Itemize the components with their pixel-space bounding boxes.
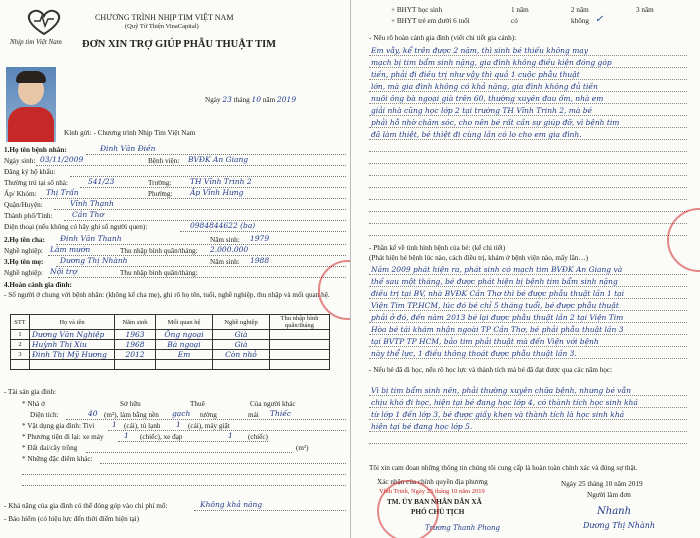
appliance-label: * Vật dụng gia đình: Tivi [22, 422, 95, 430]
medical-line: thế sau một tháng, bé được phát hiện bị bệnh tim bẩm sinh nặng [371, 277, 618, 286]
washer-label: (cái), máy giặt [188, 422, 230, 430]
bike-label: (chiếc), xe đạp [140, 433, 183, 441]
achievement-line: chịu khó đi học, hiện tại bé đang học lớp 4, có thành tích học sinh khá [371, 398, 638, 407]
row-relation: Bà ngoại [156, 340, 213, 350]
father-name: Đinh Văn Thanh [60, 234, 122, 243]
ward-label: Phường: [148, 190, 173, 198]
reason-line: đã làm thiệt, bé thiệt đi cùng lần có lo cho em gia đình. [371, 130, 582, 139]
household-label: - Số người ở chung với bệnh nhân: (không kể cha mẹ), ghi rõ họ tên, tuổi, nghề nghiệp, thu nhập và mối quan hệ. [4, 291, 330, 299]
mother-job: Nội trợ [50, 267, 77, 276]
bhyt-student-label: + BHYT học sinh [391, 6, 443, 14]
father-income-label: Thu nhập bình quân/tháng: [120, 247, 198, 255]
date-prefix: Ngày [205, 96, 221, 104]
medical-line: Hòa bé tái khám nhận ngoài TP Cần Thơ, bé phải phẫu thuật lần 3 [371, 325, 624, 334]
bhyt-child-label: + BHYT trẻ em dưới 6 tuổi [391, 17, 470, 25]
achievement-label: - Nếu bé đã đi học, nếu rõ học lực và thành tích mà bé đã đạt được qua các năm học: [369, 366, 613, 374]
phone-value: 0984844622 (ba) [190, 221, 256, 230]
hamlet-value: Thị Trấn [46, 188, 79, 197]
medical-line: Năm 2009 phát hiện ra, phát sinh có mạch tim BVĐK An Giang và [371, 265, 623, 274]
father-job: Làm mướn [50, 245, 91, 254]
col-header: Thu nhập bình quân/tháng [270, 315, 330, 330]
phone-label: Điện thoại (nếu không có hãy ghi số người quen): [4, 223, 148, 231]
row-stt: 2 [11, 340, 30, 350]
land-unit: (m²) [296, 444, 309, 452]
achievement-line: từ lớp 1 đến lớp 3, bé được giấy khen và thành tích là học sinh khá [371, 410, 625, 419]
reason-line: giải nhà cũng học lớp 2 tại trường TH Vĩnh Trinh 2, mà bé [371, 106, 592, 115]
applicant-signature: Nhanh [597, 506, 632, 517]
address-label: Thường trú tại số nhà: [4, 179, 68, 187]
reason-line: phải hỗ nhờ chăm sóc, cho nên bé rất cần sự giúp đỡ, vì bệnh tim [371, 118, 620, 127]
row-job: Già [213, 330, 270, 340]
date-month: 10 [251, 95, 262, 104]
medical-line: Viện Tim TP.HCM, lúc đó bé chỉ 5 tháng tuổi, bé được phẫu thuật [371, 301, 619, 310]
row-relation: Ông ngoại [156, 330, 213, 340]
check-icon: ✓ [595, 14, 604, 25]
reason-line: Em vẫy, kể trên được 2 năm, thì sinh bé thiếu không may [371, 46, 589, 55]
applicant-date: Ngày 25 tháng 10 năm 2019 [561, 480, 643, 488]
father-job-label: Nghề nghiệp: [4, 247, 43, 255]
mother-income-label: Thu nhập bình quân/tháng: [120, 269, 198, 277]
area-value: 40 [88, 409, 98, 418]
table-header-row [11, 315, 330, 330]
father-section: 2.Họ tên cha: [4, 236, 45, 244]
ward-value: Ấp Vĩnh Hưng [190, 188, 244, 197]
house-rent: Thuê [190, 400, 205, 408]
certification-label: Xác nhận của chính quyền địa phương [377, 478, 488, 486]
col-header: Mối quan hệ [156, 315, 213, 330]
col-header: Năm sinh [115, 315, 156, 330]
reason-line: mạch bị tim bẩm sinh nặng, gia đình không điều kiện đóng góp [371, 58, 612, 67]
address-value: 541/23 [88, 177, 115, 186]
vehicle-label: * Phương tiện đi lại: xe máy [22, 433, 104, 441]
bhyt-student-3: 3 năm [636, 6, 654, 14]
form-date [205, 96, 296, 104]
roof-label: mái [248, 411, 259, 419]
date-year: 2019 [277, 95, 297, 104]
assets-label: - Tài sản gia đình: [4, 388, 57, 396]
row-relation: Em [156, 350, 213, 360]
city-value: Cần Thơ [72, 210, 104, 219]
certification-place: Vĩnh Trinh, Ngày 25 tháng 10 năm 2019 [379, 488, 485, 495]
applicant-label: Người làm đơn [587, 491, 631, 499]
row-birth: 1963 [115, 330, 156, 340]
medical-line: tại BVTP TP HCM, bảo tim phải thuật mà đến Viện với bệnh [371, 337, 599, 346]
bhyt-student-2: 2 năm [571, 6, 589, 14]
achievement-line: hiện tại bé đang học lớp 5. [371, 422, 473, 431]
table-row [11, 360, 330, 370]
mother-job-label: Nghề nghiệp: [4, 269, 43, 277]
mother-name: Dương Thị Nhành [60, 256, 128, 265]
patient-photo [6, 67, 56, 142]
fridge-label: (cái), tủ lạnh [124, 422, 161, 430]
date-day: 23 [222, 95, 232, 104]
dob-label: Ngày sinh: [4, 157, 36, 165]
heart-logo-icon [24, 8, 64, 36]
medical-line: phải ở đó, đến năm 2013 bé lại được phẫu thuật lần 2 tại Viện Tim [371, 313, 624, 322]
row-name: Huỳnh Thị Xiu [30, 340, 115, 350]
date-year-label: năm [262, 96, 276, 104]
bhyt-child-no: không [571, 17, 589, 25]
red-stamp [667, 208, 700, 272]
street-label: Trường: [148, 179, 172, 187]
street-value: TH Vĩnh Trinh 2 [190, 177, 252, 186]
row-birth: 1968 [115, 340, 156, 350]
col-header: STT [11, 315, 30, 330]
city-label: Thành phố/Tỉnh: [4, 212, 53, 220]
roof-value: Thiếc [270, 409, 292, 418]
medical-line: này thể lực, 1 điều thông thoát được phẫu thuật lần 3. [371, 349, 577, 358]
col-header: Nghề nghiệp [213, 315, 270, 330]
district-value: Vĩnh Thạnh [70, 199, 114, 208]
household-table [10, 314, 330, 370]
house-own: Sở hữu [120, 400, 141, 408]
motorbike-count: 1 [124, 431, 129, 440]
certification-title: PHÓ CHỦ TỊCH [411, 508, 465, 516]
row-stt: 3 [11, 350, 30, 360]
area-unit: (m²), làm bằng nền [104, 411, 159, 419]
hospital-label: Bệnh viện: [148, 157, 180, 165]
row-name: Dương Văn Nghiệp [30, 330, 115, 340]
fridge-count: 1 [176, 420, 181, 429]
row-job: Còn nhỏ [213, 350, 270, 360]
mother-birth: 1988 [250, 256, 270, 265]
table-row [11, 350, 330, 360]
medical-label: - Phần kể về tình hình bệnh của bé: (kể chi tiết) [369, 244, 506, 252]
logo [8, 6, 78, 56]
right-page [351, 0, 700, 538]
achievement-line: Vì bị tim bẩm sinh nên, phải thường xuyên chữa bệnh, nhưng bé vẫn [371, 386, 631, 395]
tv-count: 1 [112, 420, 117, 429]
medical-sub-label: (Phát hiện bé bệnh lúc nào, cách điều trị, khám ở bệnh viện nào, mấy lần…) [369, 254, 588, 262]
pay-ability-label: - Khả năng của gia đình có thể đóng góp vào chi phí mổ: [4, 502, 168, 510]
area-material: gạch [172, 409, 191, 418]
bike-unit: (chiếc) [248, 433, 268, 441]
pay-ability-value: Không khả năng [200, 500, 263, 509]
recipient [64, 129, 195, 137]
row-job: Già [213, 340, 270, 350]
father-birth: 1979 [250, 234, 270, 243]
program-title: CHƯƠNG TRÌNH NHỊP TIM VIỆT NAM [95, 13, 234, 22]
logo-brand: Nhịp tim Việt Nam [10, 38, 62, 46]
reason-line: nuôi ông bà ngoại già trên 60, thường xuyên đau ốm, nhà em [371, 94, 604, 103]
reason-label: - Nêu rõ hoàn cảnh gia đình (viết chi tiết gia cảnh): [369, 34, 517, 42]
hamlet-label: Ấp/ Khóm: [4, 190, 37, 198]
land-label: * Đất đai/cây trồng [22, 444, 78, 452]
table-row [11, 340, 330, 350]
table-row [11, 330, 330, 340]
row-income [270, 330, 330, 340]
certification-org: TM. ỦY BAN NHÂN DÂN XÃ [387, 498, 482, 506]
sponsor: (Quỹ Từ Thiện VinaCapital) [125, 23, 199, 30]
house-label: * Nhà ở [22, 400, 45, 408]
patient-section: 1.Họ tên bệnh nhân: [4, 146, 67, 154]
commitment-text: Tôi xin cam đoan những thông tin chúng tôi cung cấp là hoàn toàn chính xác và đúng sự thật. [369, 464, 638, 472]
mother-section: 3.Họ tên mẹ: [4, 258, 44, 266]
patient-name: Đinh Văn Điền [100, 144, 156, 153]
hospital-value: BVĐK An Giang [188, 155, 249, 164]
reason-line: tiền, phải đi điều trị như vậy thì quả 1 cuộc phẫu thuật [371, 70, 580, 79]
father-birth-label: Năm sinh: [210, 236, 240, 244]
official-seal [377, 480, 439, 538]
row-income [270, 340, 330, 350]
area-label: Diện tích: [30, 411, 59, 419]
district-label: Quận/Huyện: [4, 201, 43, 209]
insurance-label: - Bảo hiểm (có hiệu lực đến thời điểm hiện tại) [4, 515, 140, 523]
bhyt-student-1: 1 năm [511, 6, 529, 14]
red-stamp [318, 260, 351, 320]
applicant-name: Dương Thị Nhành [583, 521, 656, 530]
other-notes-label: * Những đặc điểm khác: [22, 455, 93, 463]
row-stt: 1 [11, 330, 30, 340]
bhyt-child-yes: có [511, 17, 518, 25]
wall-label: tường [200, 411, 217, 419]
recipient-label: Kính gửi: [64, 129, 92, 137]
father-income: 2.000.000 [210, 245, 249, 254]
row-income [270, 350, 330, 360]
col-header: Họ và tên [30, 315, 115, 330]
mother-birth-label: Năm sinh: [210, 258, 240, 266]
certification-name: Trương Thanh Phong [425, 524, 500, 532]
house-other: Của người khác [250, 400, 296, 408]
registration-label: Đăng ký hộ khẩu: [4, 168, 56, 176]
bike-count: 1 [228, 431, 233, 440]
row-birth: 2012 [115, 350, 156, 360]
form-title: ĐƠN XIN TRỢ GIÚP PHẪU THUẬT TIM [82, 39, 277, 50]
recipient-value: - Chương trình Nhịp Tim Việt Nam [93, 129, 196, 137]
reason-line: lớn, mà gia đình không có khả năng, gia đình không đủ tiền [371, 82, 598, 91]
date-month-label: tháng [233, 96, 250, 104]
dob-value: 03/11/2009 [40, 155, 84, 164]
family-section: 4.Hoàn cảnh gia đình: [4, 281, 72, 289]
row-name: Đinh Thị Mỹ Hương [30, 350, 115, 360]
medical-line: điều trị tại BV, nhà BVĐK Cần Thơ thì bé được phẫu thuật lần 1 tại [371, 289, 625, 298]
